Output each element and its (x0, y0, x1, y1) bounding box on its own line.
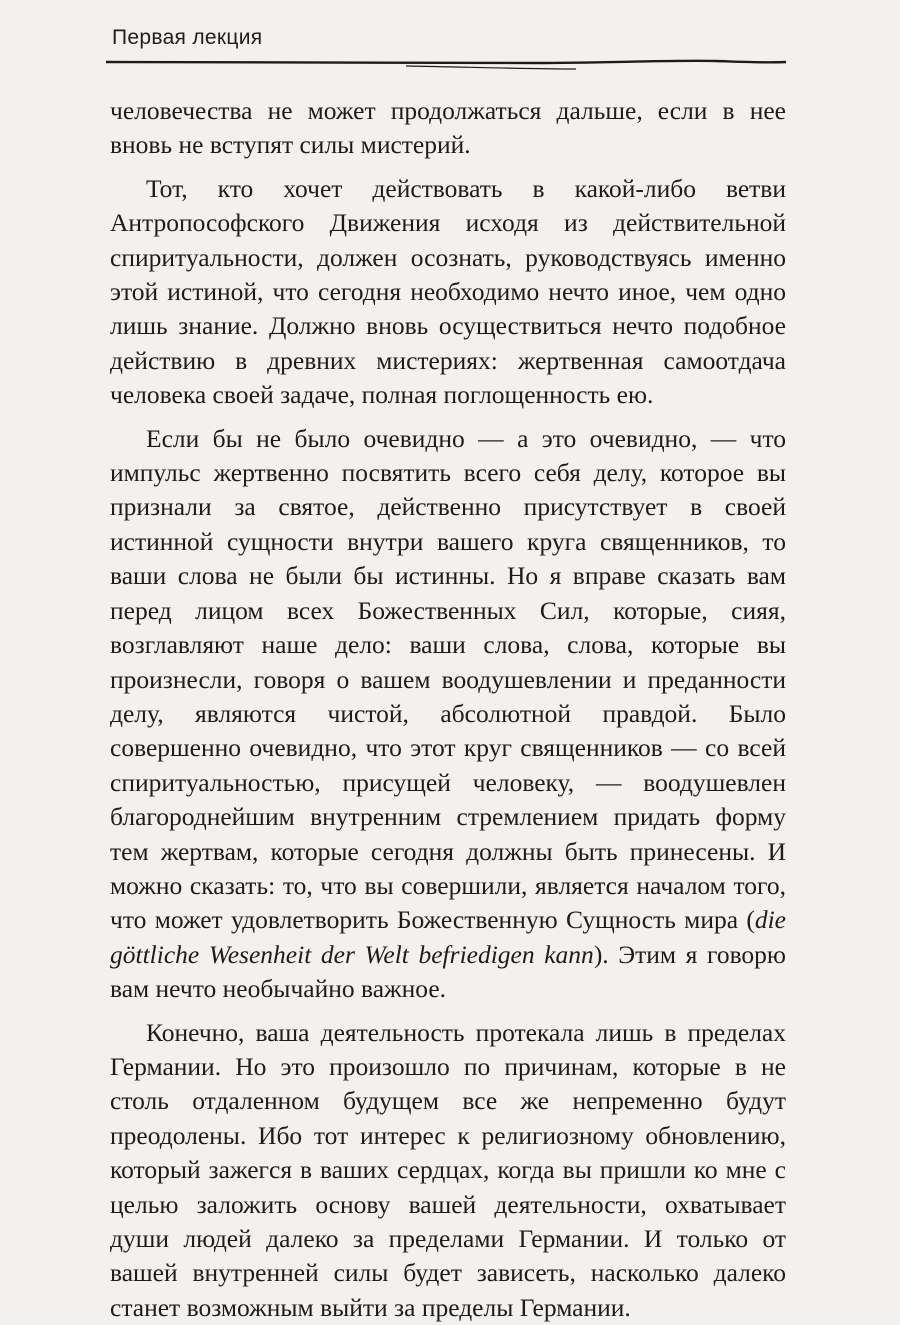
body-text (110, 94, 786, 1325)
text-run: ). Этим я говорю вам нечто необычайно важное. (110, 939, 786, 1004)
text-run: Если бы не было очевидно — а это очевидно, — что импульс жертвенно посвятить всего себя делу, которое вы признали за святое, действенно присутствует в своей истинной сущности внутри вашего круга священников, то ваши слова не были бы истинны. Но я вправе сказать вам перед лицом всех Божественных Сил, которые, сияя, возглавляют наше дело: ваши слова, слова, которые вы произнесли, говоря о вашем воодушевлении и преданности делу, являются чистой, абсолютной правдой. Было совершенно очевидно, что этот круг священников — со всей спиритуальностью, присущей человеку, — воодушевлен благороднейшим внутренним стремлением придать форму тем жертвам, которые сегодня должны быть принесены. И можно сказать: то, что вы совершили, является началом того, что может удовлетворить Божественную Сущность мира ( (110, 423, 786, 935)
paragraph: Тот, кто хочет действовать в какой-либо ветви Антропософского Движения исходя из действительной спиритуальности, должен осознать, руководствуясь именно этой истиной, что сегодня необходимо нечто иное, чем одно лишь знание. Должно вновь осуществиться нечто подобное действию в древних мистериях: жертвенная самоотдача человека своей задаче, полная поглощенность ею. (110, 173, 786, 410)
german-quote: die göttliche Wesenheit der Welt befriedigen kann (110, 905, 786, 969)
header-rule (106, 48, 786, 88)
paragraph: Конечно, ваша деятельность протекала лишь в пределах Германии. Но это произошло по причинам, которые в не столь отдаленном будущем все же непременно будут преодолены. Ибо тот интерес к религиозному обновлению, который зажегся в ваших сердцах, когда вы пришли ко мне с целью заложить основу вашей деятельности, охватывает души людей далеко за пределами Германии. И только от вашей внутренней силы будет зависеть, насколько далеко станет возможным выйти за пределы Германии. (110, 1017, 786, 1322)
paragraph (110, 422, 786, 1007)
paragraph: человечества не может продолжаться дальше, если в нее вновь не вступят силы мистерий. (110, 96, 786, 160)
running-head: Первая лекция (112, 26, 263, 49)
